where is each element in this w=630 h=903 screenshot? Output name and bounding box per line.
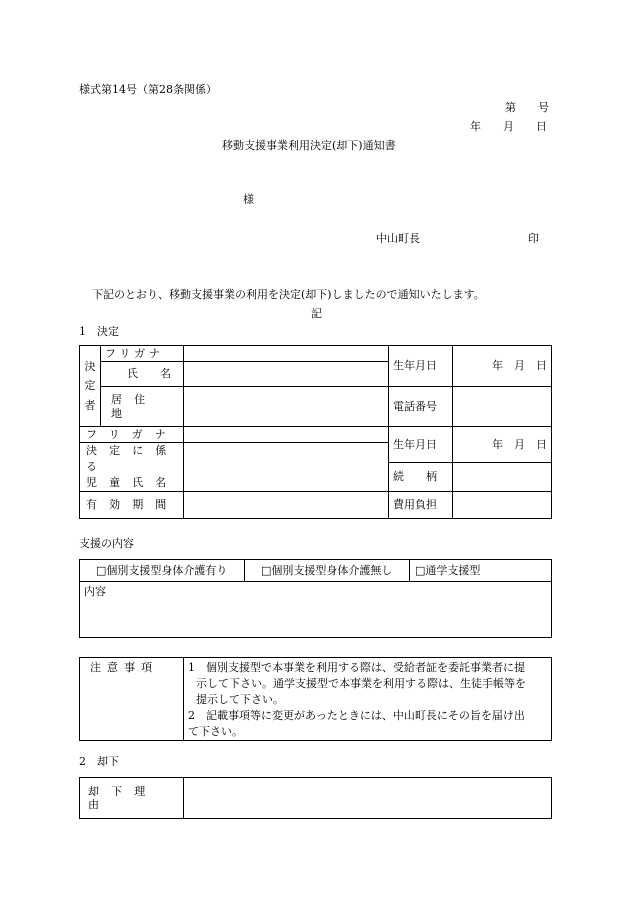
notes-label: 注意事項: [80, 658, 184, 741]
period-field[interactable]: [184, 491, 389, 518]
note-line: 1 個別支援型で本事業を利用する際は、受給者証を委託事業者に提: [188, 661, 525, 674]
option-without-care[interactable]: □個別支援型身体介護無し: [245, 560, 410, 582]
section2-heading: 2 却下: [79, 755, 119, 768]
relation-label: 続 柄: [389, 462, 453, 491]
content-field[interactable]: [80, 582, 552, 638]
issuer-name: 中山町長: [376, 232, 420, 245]
child-name-field[interactable]: [184, 443, 389, 492]
period-label: 有効期間: [80, 491, 184, 518]
note-line: て下さい。: [188, 724, 243, 738]
rejection-table: [79, 777, 552, 819]
child-label-line2: 児童氏名: [86, 475, 179, 489]
content-label: 内容: [84, 585, 106, 598]
seal-mark: 印: [528, 232, 539, 245]
birthdate-label: 生年月日: [389, 346, 453, 387]
notes-body: [184, 658, 552, 741]
child-birthdate-value[interactable]: 年 月 日: [453, 427, 552, 463]
intro-text: 下記のとおり、移動支援事業の利用を決定(却下)しましたので通知いたします。: [92, 288, 485, 301]
birthdate-value[interactable]: 年 月 日: [453, 346, 552, 387]
rejection-reason-label: 却下理由: [80, 778, 184, 819]
addressee-honorific: 様: [243, 193, 254, 206]
ki-mark: 記: [311, 307, 322, 320]
support-table: [79, 559, 552, 638]
address-field[interactable]: [184, 387, 389, 427]
form-reference: 様式第14号（第28条関係）: [79, 83, 217, 96]
cost-label: 費用負担: [389, 491, 453, 518]
child-name-label: [80, 443, 184, 492]
document-number: 第 号: [505, 101, 549, 114]
address-label: 居住地: [101, 387, 184, 427]
child-furigana-label: フリガナ: [80, 427, 184, 443]
name-label: 氏 名: [101, 362, 184, 387]
child-label-line1: 決定に係る: [86, 444, 179, 473]
furigana-label: フリガナ: [101, 346, 184, 362]
note-line: 提示して下さい。: [196, 692, 284, 706]
page-title: 移動支援事業利用決定(却下)通知書: [222, 139, 396, 152]
cost-field[interactable]: [453, 491, 552, 518]
section1-heading: 1 決定: [79, 325, 119, 338]
note-line: 2 記載事項等に変更があったときには、中山町長にその旨を届け出: [188, 708, 525, 722]
option-with-care[interactable]: □個別支援型身体介護有り: [80, 560, 245, 582]
name-field[interactable]: [184, 362, 389, 387]
decider-label: 決定者: [80, 346, 101, 427]
note-line: 示して下さい。通学支援型で本事業を利用する際は、生徒手帳等を: [196, 676, 526, 690]
child-birthdate-label: 生年月日: [389, 427, 453, 463]
relation-field[interactable]: [453, 462, 552, 491]
rejection-reason-field[interactable]: [184, 778, 552, 819]
issue-date: 年 月 日: [470, 120, 547, 133]
notes-table: [79, 657, 552, 741]
option-school[interactable]: □通学支援型: [410, 560, 552, 582]
child-furigana-field[interactable]: [184, 427, 389, 443]
support-heading: 支援の内容: [79, 537, 134, 550]
furigana-field[interactable]: [184, 346, 389, 362]
phone-field[interactable]: [453, 387, 552, 427]
decision-table: [79, 345, 552, 519]
phone-label: 電話番号: [389, 387, 453, 427]
